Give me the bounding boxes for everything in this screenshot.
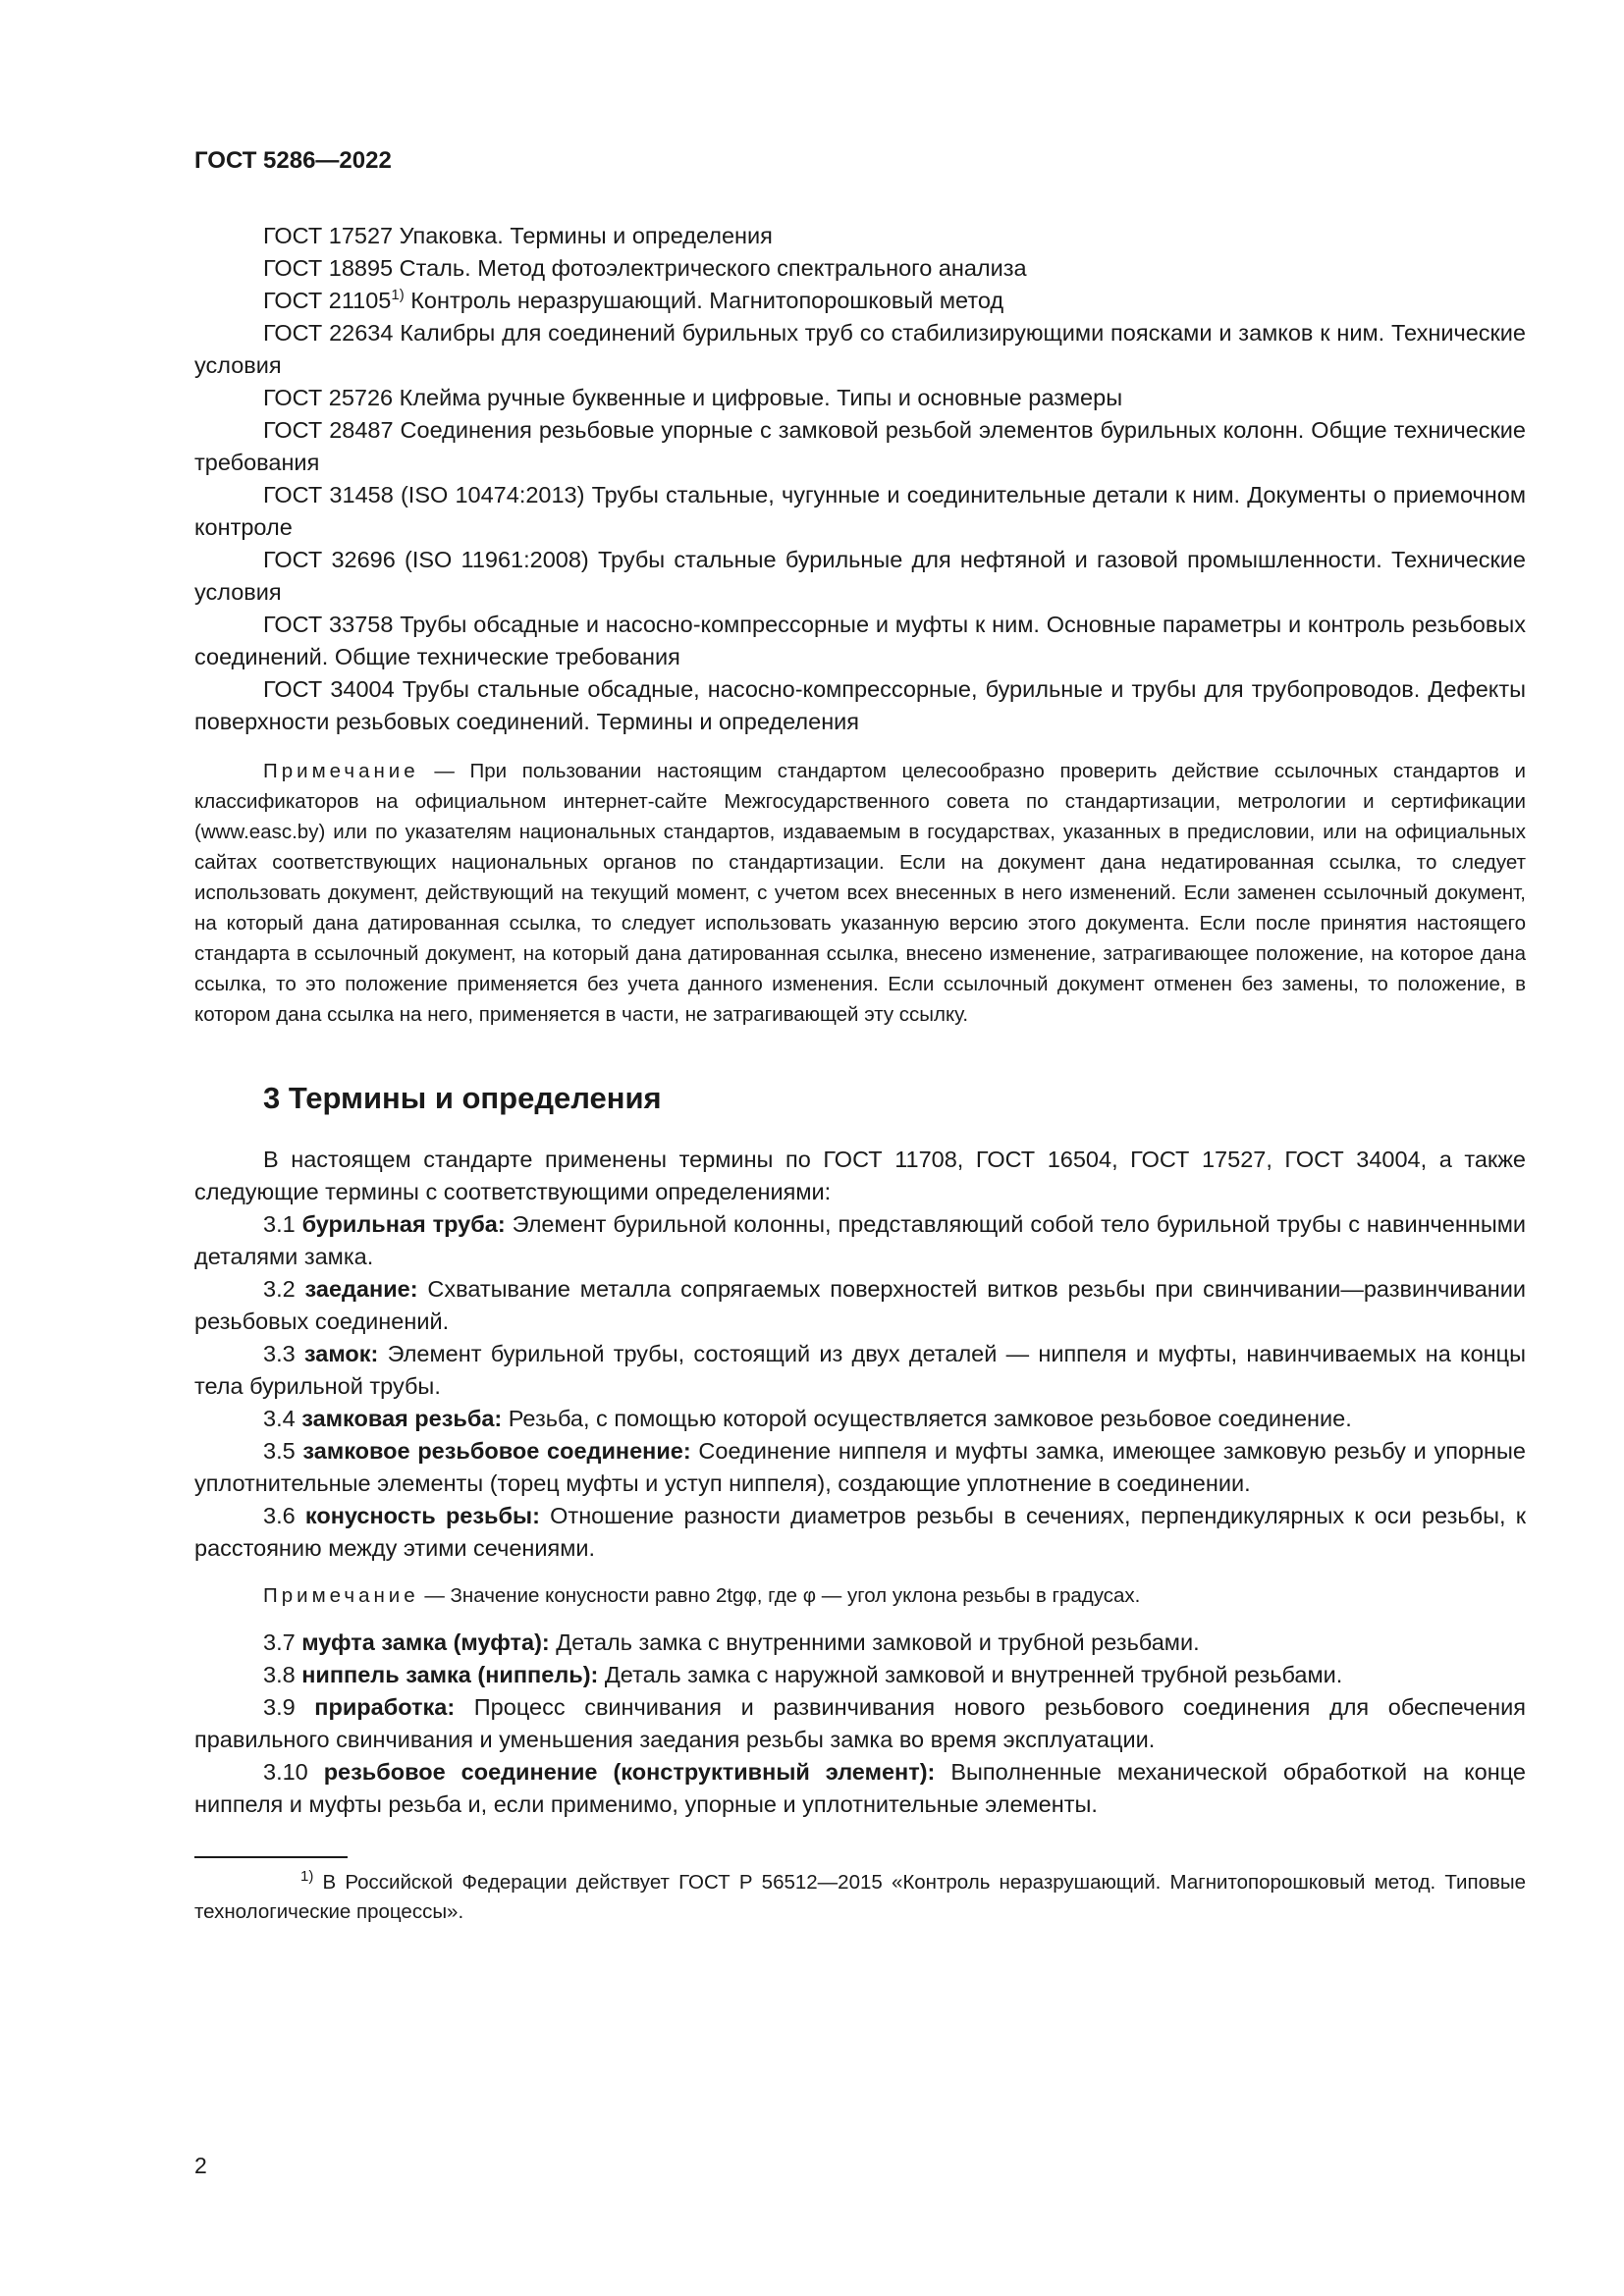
footnote-marker: 1): [300, 1868, 314, 1886]
term-note: Примечание — Значение конусности равно 2tgφ, где φ — угол уклона резьбы в градусах.: [263, 1584, 1141, 1607]
reference-item: ГОСТ 33758 Трубы обсадные и насосно-компрессорные и муфты к ним. Основные параметры и контроль резьбовых соединений. Общие технические требования: [194, 612, 1526, 669]
reference-item: ГОСТ 31458 (ISO 10474:2013) Трубы стальные, чугунные и соединительные детали к ним. Документы о приемочном контроле: [194, 482, 1526, 540]
reference-item: ГОСТ 22634 Калибры для соединений бурильных труб со стабилизирующими поясками и замков к ним. Технические условия: [194, 320, 1526, 378]
term-definition: 3.10 резьбовое соединение (конструктивный элемент): Выполненные механической обработкой на конце ниппеля и муфты резьба и, если применимо, упорные и уплотнительные элементы.: [194, 1759, 1526, 1817]
section-title: 3 Термины и определения: [263, 1081, 662, 1115]
reference-item: ГОСТ 34004 Трубы стальные обсадные, насосно-компрессорные, бурильные и трубы для трубопроводов. Дефекты поверхности резьбовых соединений. Термины и определения: [194, 676, 1526, 734]
reference-item: ГОСТ 21105$^{1)}$ Контроль неразрушающий. Магнитопорошковый метод: [263, 287, 1004, 313]
reference-item: ГОСТ 17527 Упаковка. Термины и определения: [263, 223, 773, 248]
term: замковая резьба:: [301, 1406, 503, 1431]
term: замковое резьбовое соединение:: [302, 1438, 691, 1464]
term-definition: 3.1 бурильная труба: Элемент бурильной колонны, представляющий собой тело бурильной трубы с навинченными деталями замка.: [194, 1211, 1527, 1269]
term: заедание:: [304, 1276, 418, 1302]
references-note: Примечание — При пользовании настоящим стандартом целесообразно проверить действие ссылочных стандартов и классификаторов на официальном интернет-сайте Межгосударственного совета по стандартизации, метрологии и сертификации (www.easc.by) или по указателям национальных стандартов, издаваемым в государствах, указанных в предисловии, или на официальных сайтах соответствующих национальных органов по стандартизации. Если на документ дана недатированная ссылка, то следует использовать документ, действующий на текущий момент, с учетом всех внесенных в него изменений. Если заменен ссылочный документ, на который дана датированная ссылка, то следует использовать указанную версию этого документа. Если после принятия настоящего стандарта в ссылочный документ, на который дана датированная ссылка, внесено изменение, затрагивающее положение, на которое дана ссылка, то это положение применяется без учета данного изменения. Если ссылочный документ отменен без замены, то положение, в котором дана ссылка на него, применяется в части, не затрагивающей эту ссылку.: [194, 760, 1526, 1026]
footnote: $^{1)}$ В Российской Федерации действует ГОСТ Р 56512—2015 «Контроль неразрушающий. Магнитопорошковый метод. Типовые технологические процессы».: [194, 1868, 1526, 1923]
term-definition: 3.4 замковая резьба: Резьба, с помощью которой осуществляется замковое резьбовое соединение.: [263, 1406, 1352, 1431]
term: муфта замка (муфта):: [301, 1629, 550, 1655]
reference-item: ГОСТ 25726 Клейма ручные буквенные и цифровые. Типы и основные размеры: [263, 385, 1123, 410]
term-definition: 3.7 муфта замка (муфта): Деталь замка с внутренними замковой и трубной резьбами.: [263, 1629, 1200, 1655]
term-definition: 3.2 заедание: Схватывание металла сопрягаемых поверхностей витков резьбы при свинчивании—развинчивании резьбовых соединений.: [194, 1276, 1526, 1334]
term-definition: 3.8 ниппель замка (ниппель): Деталь замка с наружной замковой и внутренней трубной резьбами.: [263, 1662, 1343, 1687]
page-number: 2: [194, 2153, 207, 2178]
footnote-marker: 1): [391, 287, 405, 304]
section-intro: В настоящем стандарте применены термины по ГОСТ 11708, ГОСТ 16504, ГОСТ 17527, ГОСТ 34004, а также следующие термины с соответствующими определениями:: [194, 1147, 1526, 1204]
term: резьбовое соединение (конструктивный элемент):: [323, 1759, 936, 1785]
term: приработка:: [314, 1694, 456, 1720]
term-definition: 3.5 замковое резьбовое соединение: Соединение ниппеля и муфты замка, имеющее замковую резьбу и упорные уплотнительные элементы (торец муфты и уступ ниппеля), создающие уплотнение в соединении.: [194, 1438, 1526, 1496]
document-header: ГОСТ 5286—2022: [194, 147, 392, 174]
term-definition: 3.9 приработка: Процесс свинчивания и развинчивания нового резьбового соединения для обеспечения правильного свинчивания и уменьшения заедания резьбы замка во время эксплуатации.: [194, 1694, 1526, 1752]
reference-item: ГОСТ 18895 Сталь. Метод фотоэлектрического спектрального анализа: [263, 255, 1027, 281]
reference-item: ГОСТ 28487 Соединения резьбовые упорные с замковой резьбой элементов бурильных колонн. Общие технические требования: [194, 417, 1526, 475]
term: бурильная труба:: [301, 1211, 506, 1237]
term: конусность резьбы:: [304, 1503, 540, 1528]
note-label: Примечание: [263, 760, 419, 782]
term-definition: 3.3 замок: Элемент бурильной трубы, состоящий из двух деталей — ниппеля и муфты, навинчиваемых на концы тела бурильной трубы.: [194, 1341, 1526, 1399]
footnote-divider: [194, 1856, 348, 1858]
term: замок:: [303, 1341, 379, 1366]
note-label: Примечание: [263, 1584, 419, 1607]
document-page: [194, 147, 1526, 1927]
references-list: [194, 220, 1526, 738]
term-definition: 3.6 конусность резьбы: Отношение разности диаметров резьбы в сечениях, перпендикулярных к оси резьбы, к расстоянию между этими сечениями.: [194, 1503, 1527, 1561]
term: ниппель замка (ниппель):: [301, 1662, 599, 1687]
reference-item: ГОСТ 32696 (ISO 11961:2008) Трубы стальные бурильные для нефтяной и газовой промышленности. Технические условия: [194, 547, 1526, 605]
